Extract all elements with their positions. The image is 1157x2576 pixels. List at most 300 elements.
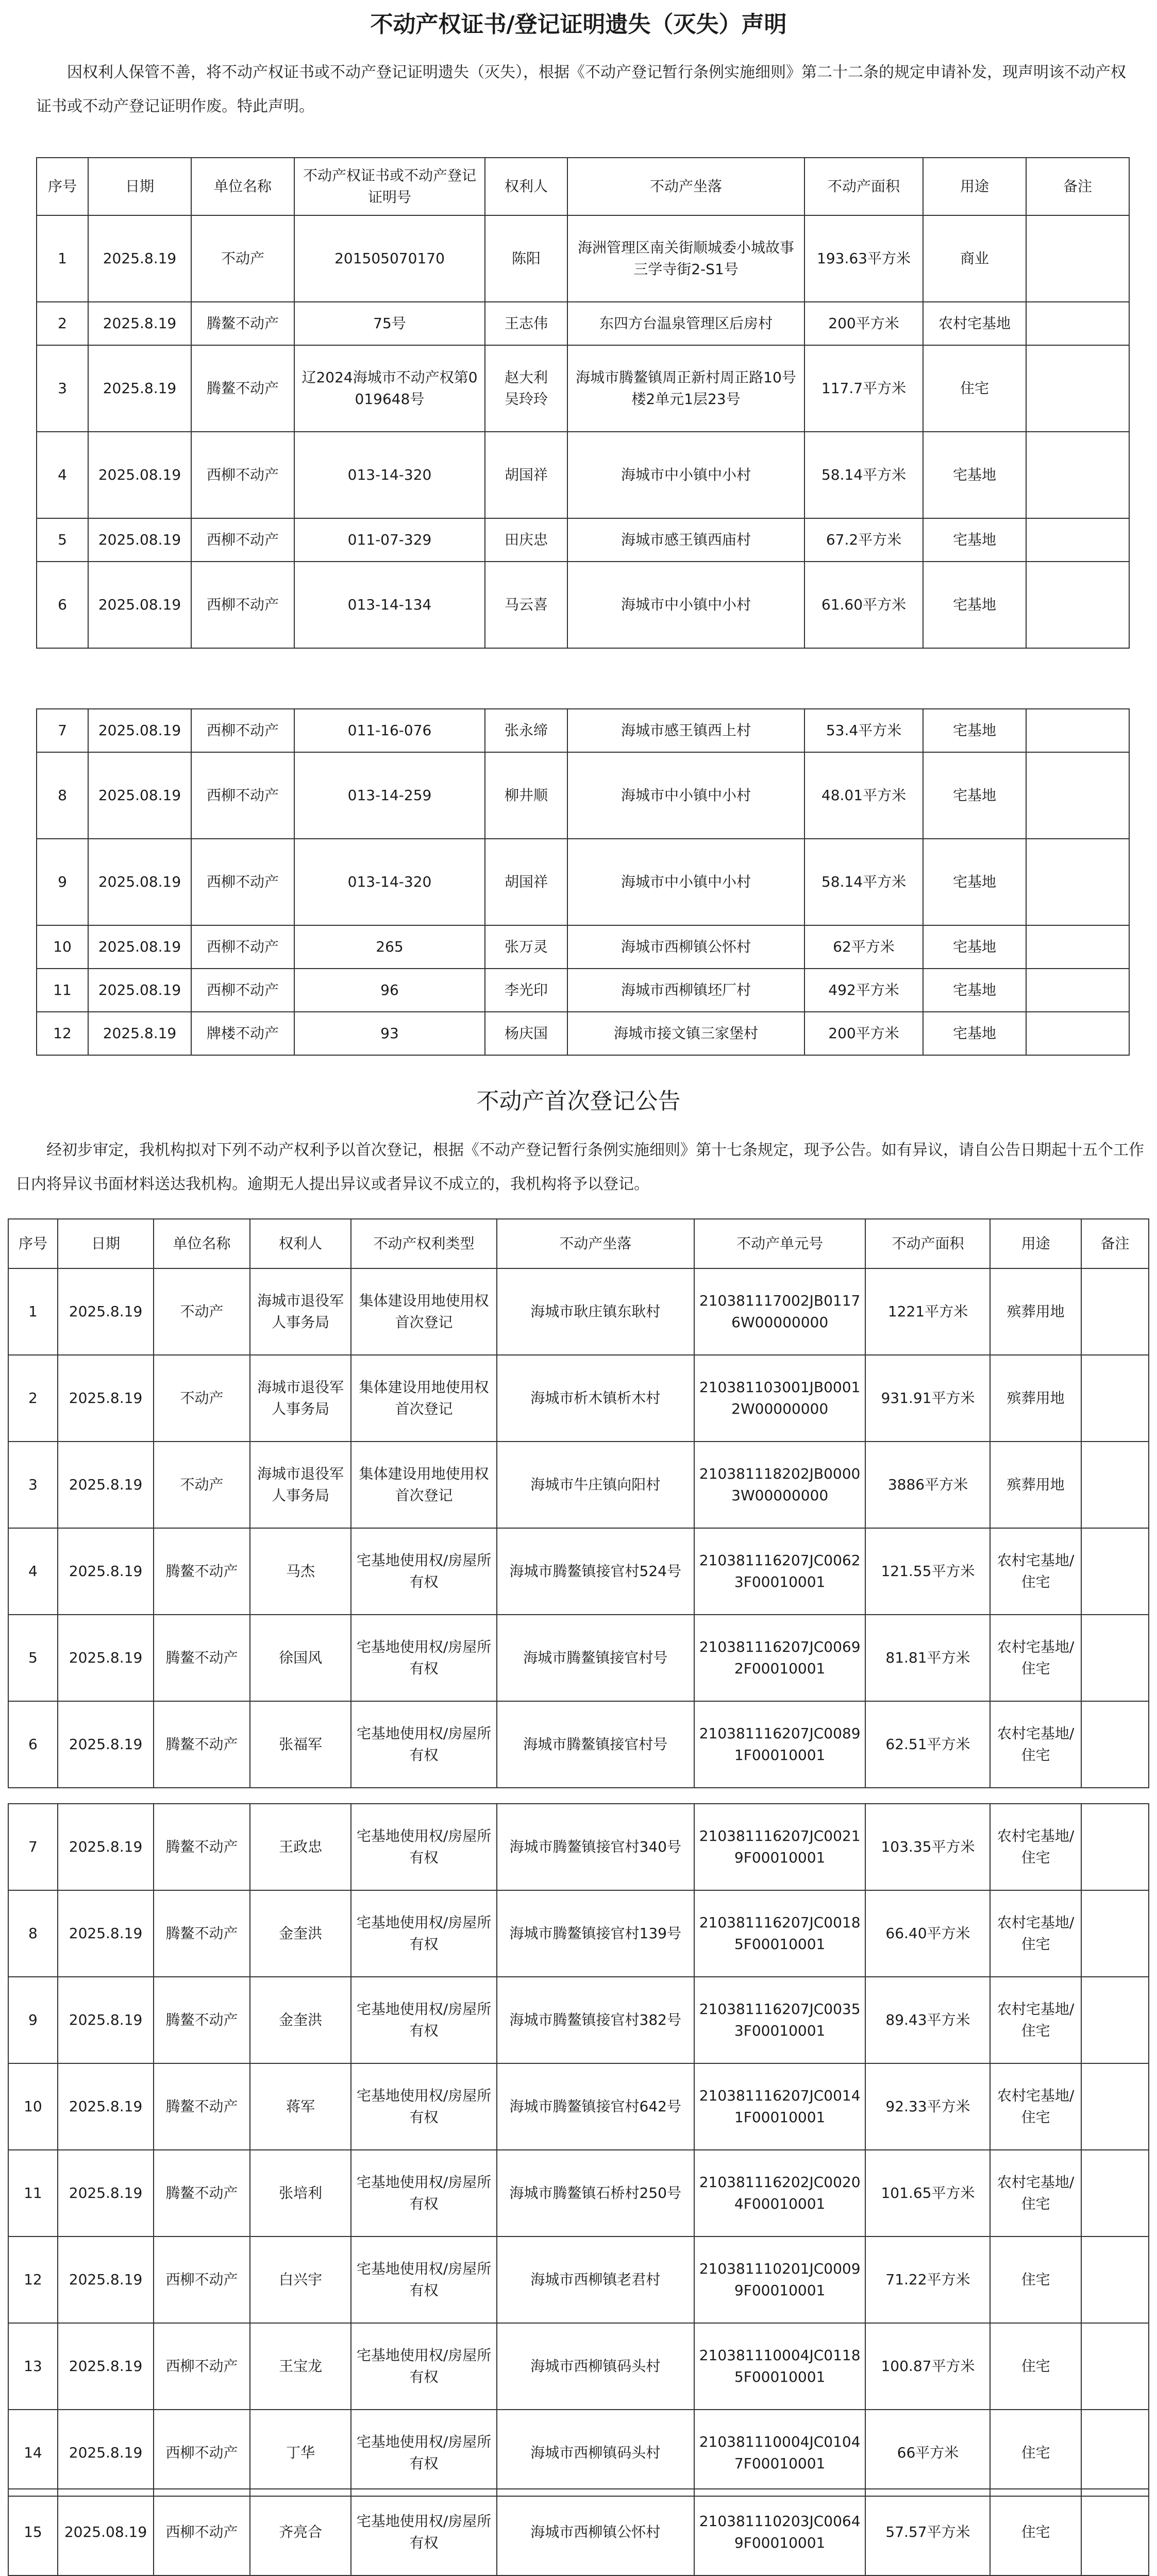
table-cell: 宅基地 bbox=[923, 562, 1026, 648]
table-cell: 殡葬用地 bbox=[990, 1355, 1081, 1442]
table-cell: 013-14-320 bbox=[294, 432, 485, 518]
table-cell: 海城市退役军人事务局 bbox=[250, 1268, 351, 1355]
table-cell bbox=[1026, 345, 1129, 432]
column-header: 不动产面积 bbox=[865, 1219, 990, 1268]
table-cell: 宅基地 bbox=[923, 518, 1026, 562]
table-cell: 农村宅基地/住宅 bbox=[990, 1615, 1081, 1701]
table-row bbox=[8, 2489, 1149, 2575]
table-row bbox=[37, 345, 1129, 432]
table-cell bbox=[1081, 2323, 1149, 2410]
table-cell: 腾鳌不动产 bbox=[154, 1615, 250, 1701]
column-header: 日期 bbox=[88, 158, 191, 215]
table-cell: 集体建设用地使用权首次登记 bbox=[351, 1268, 496, 1355]
table-cell: 71.22平方米 bbox=[865, 2236, 990, 2323]
table-cell: 杨庆国 bbox=[485, 1012, 567, 1055]
table-cell: 210381117002JB01176W00000000 bbox=[694, 1268, 866, 1355]
table-row bbox=[37, 925, 1129, 969]
table-cell: 集体建设用地使用权首次登记 bbox=[351, 1355, 496, 1442]
table-cell: 89.43平方米 bbox=[865, 1977, 990, 2063]
table-row bbox=[8, 1528, 1149, 1615]
table-cell: 2025.08.19 bbox=[88, 562, 191, 648]
table-cell: 海城市中小镇中小村 bbox=[567, 432, 804, 518]
table-cell bbox=[1026, 709, 1129, 752]
table-cell: 柳井顺 bbox=[485, 752, 567, 839]
table-cell: 海城市中小镇中小村 bbox=[567, 562, 804, 648]
table-cell: 西柳不动产 bbox=[191, 752, 294, 839]
table-cell: 海城市西柳镇公怀村 bbox=[497, 2489, 694, 2575]
table-cell: 宅基地使用权/房屋所有权 bbox=[351, 1701, 496, 1788]
table-cell: 2025.8.19 bbox=[58, 1355, 154, 1442]
table-cell: 5 bbox=[8, 1615, 58, 1701]
table-cell: 210381110201JC00099F00010001 bbox=[694, 2236, 866, 2323]
first-registration-table-part2 bbox=[8, 1803, 1149, 2497]
table-row bbox=[37, 215, 1129, 302]
table-cell bbox=[1026, 752, 1129, 839]
table-cell: 张永缔 bbox=[485, 709, 567, 752]
table-cell: 海城市西柳镇码头村 bbox=[497, 2323, 694, 2410]
table-cell: 农村宅基地/住宅 bbox=[990, 2150, 1081, 2236]
table-cell bbox=[1081, 1615, 1149, 1701]
loss-statement-table-part1 bbox=[36, 157, 1130, 649]
table-row bbox=[37, 969, 1129, 1012]
table-cell: 2 bbox=[37, 302, 88, 345]
table-cell bbox=[1026, 215, 1129, 302]
table-cell: 93 bbox=[294, 1012, 485, 1055]
table-cell: 住宅 bbox=[990, 2489, 1081, 2575]
table-cell bbox=[1081, 1804, 1149, 1890]
table-cell: 海城市腾鳌镇石桥村250号 bbox=[497, 2150, 694, 2236]
table-cell: 海城市析木镇析木村 bbox=[497, 1355, 694, 1442]
table-cell bbox=[1081, 1890, 1149, 1977]
table-cell: 2025.8.19 bbox=[58, 1528, 154, 1615]
table-cell: 492平方米 bbox=[804, 969, 923, 1012]
table-cell: 海城市感王镇西上村 bbox=[567, 709, 804, 752]
table-cell: 西柳不动产 bbox=[154, 2489, 250, 2575]
table-cell: 210381116207JC00185F00010001 bbox=[694, 1890, 866, 1977]
table-cell: 住宅 bbox=[923, 345, 1026, 432]
table-cell: 不动产 bbox=[154, 1268, 250, 1355]
table-cell: 马杰 bbox=[250, 1528, 351, 1615]
table-cell: 12 bbox=[8, 2236, 58, 2323]
table-cell: 81.81平方米 bbox=[865, 1615, 990, 1701]
table-cell: 210381116207JC00623F00010001 bbox=[694, 1528, 866, 1615]
table-cell: 210381116207JC00353F00010001 bbox=[694, 1977, 866, 2063]
table-cell: 牌楼不动产 bbox=[191, 1012, 294, 1055]
table-cell: 农村宅基地/住宅 bbox=[990, 1977, 1081, 2063]
table-cell bbox=[1081, 2410, 1149, 2496]
table-row bbox=[37, 302, 1129, 345]
table-cell: 011-16-076 bbox=[294, 709, 485, 752]
table-cell: 海城市西柳镇码头村 bbox=[497, 2410, 694, 2496]
column-header: 不动产权证书或不动产登记证明号 bbox=[294, 158, 485, 215]
table-cell: 宅基地 bbox=[923, 709, 1026, 752]
table-cell: 宅基地 bbox=[923, 432, 1026, 518]
table-cell: 1221平方米 bbox=[865, 1268, 990, 1355]
table-cell: 210381110203JC00649F00010001 bbox=[694, 2489, 866, 2575]
table-cell: 海城市腾鳌镇接官村139号 bbox=[497, 1890, 694, 1977]
table-cell: 13 bbox=[8, 2323, 58, 2410]
table-cell: 48.01平方米 bbox=[804, 752, 923, 839]
table-row bbox=[8, 1701, 1149, 1788]
table-cell bbox=[1026, 562, 1129, 648]
table-cell: 西柳不动产 bbox=[154, 2323, 250, 2410]
table-cell: 8 bbox=[37, 752, 88, 839]
table-row bbox=[8, 1615, 1149, 1701]
table-cell: 2025.8.19 bbox=[58, 1890, 154, 1977]
table-cell: 陈阳 bbox=[485, 215, 567, 302]
table-cell: 腾鳌不动产 bbox=[154, 1528, 250, 1615]
table-row bbox=[8, 2323, 1149, 2410]
table-cell bbox=[1026, 925, 1129, 969]
table-cell: 011-07-329 bbox=[294, 518, 485, 562]
table-cell: 腾鳌不动产 bbox=[191, 345, 294, 432]
table-cell: 2025.8.19 bbox=[88, 215, 191, 302]
table-cell: 海城市腾鳌镇接官村340号 bbox=[497, 1804, 694, 1890]
table-cell: 210381110004JC01185F00010001 bbox=[694, 2323, 866, 2410]
table-cell: 66平方米 bbox=[865, 2410, 990, 2496]
table-cell: 腾鳌不动产 bbox=[154, 1890, 250, 1977]
table-cell: 9 bbox=[8, 1977, 58, 2063]
table-cell: 田庆忠 bbox=[485, 518, 567, 562]
table-cell: 75号 bbox=[294, 302, 485, 345]
table-cell: 2025.08.19 bbox=[88, 752, 191, 839]
column-header: 备注 bbox=[1026, 158, 1129, 215]
table-cell: 腾鳌不动产 bbox=[154, 2063, 250, 2150]
table-row bbox=[8, 1355, 1149, 1442]
table-row bbox=[8, 1977, 1149, 2063]
loss-statement-table-part2 bbox=[36, 708, 1130, 1056]
table-row bbox=[8, 2150, 1149, 2236]
table-cell: 2025.08.19 bbox=[88, 518, 191, 562]
table-cell: 西柳不动产 bbox=[154, 2410, 250, 2496]
table-cell bbox=[1081, 1701, 1149, 1788]
table-cell: 宅基地使用权/房屋所有权 bbox=[351, 2236, 496, 2323]
table-row bbox=[37, 1012, 1129, 1055]
table-cell: 2025.8.19 bbox=[58, 2410, 154, 2496]
table-cell: 宅基地使用权/房屋所有权 bbox=[351, 2150, 496, 2236]
table-cell: 2025.8.19 bbox=[58, 1977, 154, 2063]
loss-statement-paragraph: 因权利人保管不善，将不动产权证书或不动产登记证明遗失（灭失），根据《不动产登记暂行条例实施细则》第二十二条的规定申请补发，现声明该不动产权证书或不动产登记证明作废。特此声明。 bbox=[36, 63, 1126, 115]
table-cell: 193.63平方米 bbox=[804, 215, 923, 302]
table-cell: 3 bbox=[8, 1442, 58, 1528]
table-cell: 2025.8.19 bbox=[58, 1804, 154, 1890]
table-cell bbox=[1026, 518, 1129, 562]
table-cell: 海城市接文镇三家堡村 bbox=[567, 1012, 804, 1055]
table-cell: 农村宅基地/住宅 bbox=[990, 1890, 1081, 1977]
table-cell: 海城市腾鳌镇接官村382号 bbox=[497, 1977, 694, 2063]
table-cell: 海城市西柳镇公怀村 bbox=[567, 925, 804, 969]
table-row bbox=[8, 1890, 1149, 1977]
table-cell: 海城市牛庄镇向阳村 bbox=[497, 1442, 694, 1528]
table-cell: 2025.08.19 bbox=[88, 969, 191, 1012]
table-cell: 200平方米 bbox=[804, 1012, 923, 1055]
table-cell: 2025.08.19 bbox=[58, 2489, 154, 2575]
table-cell: 10 bbox=[8, 2063, 58, 2150]
table-cell: 王志伟 bbox=[485, 302, 567, 345]
table-cell: 赵大利 吴玲玲 bbox=[485, 345, 567, 432]
table-cell: 2025.8.19 bbox=[58, 1701, 154, 1788]
table-cell: 013-14-259 bbox=[294, 752, 485, 839]
table-cell: 住宅 bbox=[990, 2323, 1081, 2410]
table-row bbox=[8, 2063, 1149, 2150]
table-cell: 辽2024海城市不动产权第0019648号 bbox=[294, 345, 485, 432]
table-cell: 胡国祥 bbox=[485, 432, 567, 518]
table-cell: 61.60平方米 bbox=[804, 562, 923, 648]
first-registration-title: 不动产首次登记公告 bbox=[476, 1088, 681, 1114]
table-cell: 宅基地使用权/房屋所有权 bbox=[351, 1615, 496, 1701]
table-cell bbox=[1081, 1268, 1149, 1355]
table-cell: 2025.08.19 bbox=[88, 925, 191, 969]
table-cell: 西柳不动产 bbox=[154, 2236, 250, 2323]
table-cell: 013-14-134 bbox=[294, 562, 485, 648]
table-cell bbox=[1081, 1442, 1149, 1528]
table-cell: 王政忠 bbox=[250, 1804, 351, 1890]
table-cell: 2025.8.19 bbox=[88, 302, 191, 345]
column-header: 不动产权利类型 bbox=[351, 1219, 496, 1268]
table-row bbox=[37, 518, 1129, 562]
table-row bbox=[37, 709, 1129, 752]
table-cell: 1 bbox=[8, 1268, 58, 1355]
table-row bbox=[8, 1804, 1149, 1890]
table-cell: 66.40平方米 bbox=[865, 1890, 990, 1977]
table-cell: 张福军 bbox=[250, 1701, 351, 1788]
table-cell: 宅基地使用权/房屋所有权 bbox=[351, 1977, 496, 2063]
table-cell: 67.2平方米 bbox=[804, 518, 923, 562]
table-cell: 集体建设用地使用权首次登记 bbox=[351, 1442, 496, 1528]
table-cell: 10 bbox=[37, 925, 88, 969]
table-cell: 胡国祥 bbox=[485, 839, 567, 925]
table-cell: 海城市退役军人事务局 bbox=[250, 1442, 351, 1528]
table-cell: 农村宅基地/住宅 bbox=[990, 1804, 1081, 1890]
table-cell: 腾鳌不动产 bbox=[154, 1804, 250, 1890]
table-cell: 海城市西柳镇坯厂村 bbox=[567, 969, 804, 1012]
table-cell: 腾鳌不动产 bbox=[154, 1977, 250, 2063]
table-cell: 15 bbox=[8, 2489, 58, 2575]
table-cell: 200平方米 bbox=[804, 302, 923, 345]
table-cell: 宅基地使用权/房屋所有权 bbox=[351, 1890, 496, 1977]
table-header-row bbox=[37, 158, 1129, 215]
table-cell: 2025.8.19 bbox=[58, 2323, 154, 2410]
table-cell: 腾鳌不动产 bbox=[191, 302, 294, 345]
table-cell: 931.91平方米 bbox=[865, 1355, 990, 1442]
table-cell: 海城市感王镇西庙村 bbox=[567, 518, 804, 562]
table-cell: 2025.08.19 bbox=[88, 839, 191, 925]
table-row bbox=[37, 562, 1129, 648]
table-cell bbox=[1026, 839, 1129, 925]
first-registration-paragraph: 经初步审定，我机构拟对下列不动产权利予以首次登记，根据《不动产登记暂行条例实施细则》第十七条规定，现予公告。如有异议，请自公告日期起十五个工作日内将异议书面材料送达我机构。逾期无人提出异议或者异议不成立的，我机构将予以登记。 bbox=[15, 1141, 1144, 1193]
table-cell: 西柳不动产 bbox=[191, 925, 294, 969]
table-cell: 210381116207JC00891F00010001 bbox=[694, 1701, 866, 1788]
table-cell: 210381116202JC00204F00010001 bbox=[694, 2150, 866, 2236]
column-header: 不动产单元号 bbox=[694, 1219, 866, 1268]
table-row bbox=[8, 1442, 1149, 1528]
table-cell: 宅基地 bbox=[923, 925, 1026, 969]
column-header: 备注 bbox=[1081, 1219, 1149, 1268]
table-cell: 张万灵 bbox=[485, 925, 567, 969]
table-cell: 92.33平方米 bbox=[865, 2063, 990, 2150]
table-cell: 宅基地使用权/房屋所有权 bbox=[351, 1528, 496, 1615]
loss-statement-title: 不动产权证书/登记证明遗失（灭失）声明 bbox=[370, 11, 787, 38]
table-cell: 宅基地 bbox=[923, 839, 1026, 925]
table-cell: 西柳不动产 bbox=[191, 562, 294, 648]
table-cell bbox=[1081, 1977, 1149, 2063]
table-cell: 210381118202JB00003W00000000 bbox=[694, 1442, 866, 1528]
first-registration-table-part3 bbox=[8, 2488, 1149, 2576]
column-header: 单位名称 bbox=[154, 1219, 250, 1268]
table-cell: 商业 bbox=[923, 215, 1026, 302]
table-cell: 210381116207JC00219F00010001 bbox=[694, 1804, 866, 1890]
table-cell: 5 bbox=[37, 518, 88, 562]
table-cell: 西柳不动产 bbox=[191, 518, 294, 562]
table-cell: 210381116207JC00141F00010001 bbox=[694, 2063, 866, 2150]
table-cell: 腾鳌不动产 bbox=[154, 2150, 250, 2236]
table-cell: 96 bbox=[294, 969, 485, 1012]
table-cell: 宅基地使用权/房屋所有权 bbox=[351, 2489, 496, 2575]
table-cell: 2025.08.19 bbox=[88, 432, 191, 518]
table-cell bbox=[1081, 2063, 1149, 2150]
table-cell: 4 bbox=[37, 432, 88, 518]
table-cell: 2025.8.19 bbox=[88, 345, 191, 432]
table-row bbox=[37, 839, 1129, 925]
table-cell: 62.51平方米 bbox=[865, 1701, 990, 1788]
table-cell: 58.14平方米 bbox=[804, 839, 923, 925]
table-cell: 100.87平方米 bbox=[865, 2323, 990, 2410]
column-header: 单位名称 bbox=[191, 158, 294, 215]
table-cell: 不动产 bbox=[154, 1442, 250, 1528]
table-cell: 4 bbox=[8, 1528, 58, 1615]
table-cell bbox=[1081, 2236, 1149, 2323]
column-header: 序号 bbox=[8, 1219, 58, 1268]
table-cell: 8 bbox=[8, 1890, 58, 1977]
table-cell: 013-14-320 bbox=[294, 839, 485, 925]
column-header: 不动产坐落 bbox=[497, 1219, 694, 1268]
table-cell: 7 bbox=[37, 709, 88, 752]
table-cell: 西柳不动产 bbox=[191, 709, 294, 752]
table-cell: 宅基地使用权/房屋所有权 bbox=[351, 2410, 496, 2496]
table-cell bbox=[1026, 432, 1129, 518]
table-cell: 宅基地使用权/房屋所有权 bbox=[351, 1804, 496, 1890]
table-cell: 117.7平方米 bbox=[804, 345, 923, 432]
table-cell: 11 bbox=[8, 2150, 58, 2236]
table-cell: 265 bbox=[294, 925, 485, 969]
table-cell: 201505070170 bbox=[294, 215, 485, 302]
table-cell: 殡葬用地 bbox=[990, 1268, 1081, 1355]
column-header: 日期 bbox=[58, 1219, 154, 1268]
table-cell: 海城市腾鳌镇接官村号 bbox=[497, 1701, 694, 1788]
table-cell: 103.35平方米 bbox=[865, 1804, 990, 1890]
table-cell: 6 bbox=[37, 562, 88, 648]
table-row bbox=[8, 2410, 1149, 2496]
table-cell bbox=[1081, 1355, 1149, 1442]
table-cell: 2025.8.19 bbox=[58, 2063, 154, 2150]
table-cell: 王宝龙 bbox=[250, 2323, 351, 2410]
table-cell: 西柳不动产 bbox=[191, 969, 294, 1012]
table-cell: 徐国风 bbox=[250, 1615, 351, 1701]
column-header: 序号 bbox=[37, 158, 88, 215]
table-cell: 2025.8.19 bbox=[58, 1442, 154, 1528]
table-cell: 3886平方米 bbox=[865, 1442, 990, 1528]
table-cell: 海城市中小镇中小村 bbox=[567, 752, 804, 839]
column-header: 权利人 bbox=[250, 1219, 351, 1268]
table-cell: 殡葬用地 bbox=[990, 1442, 1081, 1528]
table-cell: 农村宅基地 bbox=[923, 302, 1026, 345]
table-cell: 海城市腾鳌镇接官村号 bbox=[497, 1615, 694, 1701]
table-cell: 腾鳌不动产 bbox=[154, 1701, 250, 1788]
table-cell: 2 bbox=[8, 1355, 58, 1442]
table-cell: 3 bbox=[37, 345, 88, 432]
table-row bbox=[37, 752, 1129, 839]
table-cell: 马云喜 bbox=[485, 562, 567, 648]
table-cell: 210381110004JC01047F00010001 bbox=[694, 2410, 866, 2496]
table-cell: 金奎洪 bbox=[250, 1977, 351, 2063]
table-cell: 12 bbox=[37, 1012, 88, 1055]
table-cell: 2025.8.19 bbox=[58, 2150, 154, 2236]
table-cell: 李光印 bbox=[485, 969, 567, 1012]
table-cell: 农村宅基地/住宅 bbox=[990, 1701, 1081, 1788]
table-cell: 58.14平方米 bbox=[804, 432, 923, 518]
table-cell: 9 bbox=[37, 839, 88, 925]
table-cell: 海城市腾鳌镇接官村642号 bbox=[497, 2063, 694, 2150]
first-registration-table-part1 bbox=[8, 1218, 1149, 1788]
table-cell: 农村宅基地/住宅 bbox=[990, 1528, 1081, 1615]
table-cell: 宅基地 bbox=[923, 969, 1026, 1012]
table-cell: 蒋军 bbox=[250, 2063, 351, 2150]
table-header-row bbox=[8, 1219, 1149, 1268]
table-cell: 62平方米 bbox=[804, 925, 923, 969]
table-cell: 57.57平方米 bbox=[865, 2489, 990, 2575]
table-cell: 不动产 bbox=[191, 215, 294, 302]
table-cell: 不动产 bbox=[154, 1355, 250, 1442]
table-cell: 张培利 bbox=[250, 2150, 351, 2236]
table-cell: 住宅 bbox=[990, 2236, 1081, 2323]
table-cell: 农村宅基地/住宅 bbox=[990, 2063, 1081, 2150]
table-cell: 住宅 bbox=[990, 2410, 1081, 2496]
table-cell: 11 bbox=[37, 969, 88, 1012]
column-header: 权利人 bbox=[485, 158, 567, 215]
table-cell: 7 bbox=[8, 1804, 58, 1890]
table-cell: 121.55平方米 bbox=[865, 1528, 990, 1615]
table-cell: 宅基地使用权/房屋所有权 bbox=[351, 2323, 496, 2410]
column-header: 不动产坐落 bbox=[567, 158, 804, 215]
table-cell bbox=[1026, 1012, 1129, 1055]
table-cell: 14 bbox=[8, 2410, 58, 2496]
table-cell: 金奎洪 bbox=[250, 1890, 351, 1977]
table-cell bbox=[1081, 2489, 1149, 2575]
table-row bbox=[8, 2236, 1149, 2323]
table-cell: 宅基地 bbox=[923, 1012, 1026, 1055]
table-cell: 53.4平方米 bbox=[804, 709, 923, 752]
table-cell: 海城市退役军人事务局 bbox=[250, 1355, 351, 1442]
column-header: 用途 bbox=[990, 1219, 1081, 1268]
table-cell: 东四方台温泉管理区后房村 bbox=[567, 302, 804, 345]
table-cell: 海洲管理区南关街顺城委小城故事三学寺街2-S1号 bbox=[567, 215, 804, 302]
table-cell: 海城市中小镇中小村 bbox=[567, 839, 804, 925]
table-cell: 齐亮合 bbox=[250, 2489, 351, 2575]
table-row bbox=[37, 432, 1129, 518]
table-cell bbox=[1081, 1528, 1149, 1615]
table-cell: 2025.8.19 bbox=[58, 2236, 154, 2323]
table-cell: 210381103001JB00012W00000000 bbox=[694, 1355, 866, 1442]
table-cell: 2025.8.19 bbox=[88, 1012, 191, 1055]
table-cell: 2025.8.19 bbox=[58, 1268, 154, 1355]
table-row bbox=[8, 1268, 1149, 1355]
table-cell: 2025.8.19 bbox=[58, 1615, 154, 1701]
table-cell: 海城市腾鳌镇接官村524号 bbox=[497, 1528, 694, 1615]
table-cell: 2025.08.19 bbox=[88, 709, 191, 752]
table-cell: 西柳不动产 bbox=[191, 839, 294, 925]
table-cell: 海城市西柳镇老君村 bbox=[497, 2236, 694, 2323]
table-cell: 西柳不动产 bbox=[191, 432, 294, 518]
